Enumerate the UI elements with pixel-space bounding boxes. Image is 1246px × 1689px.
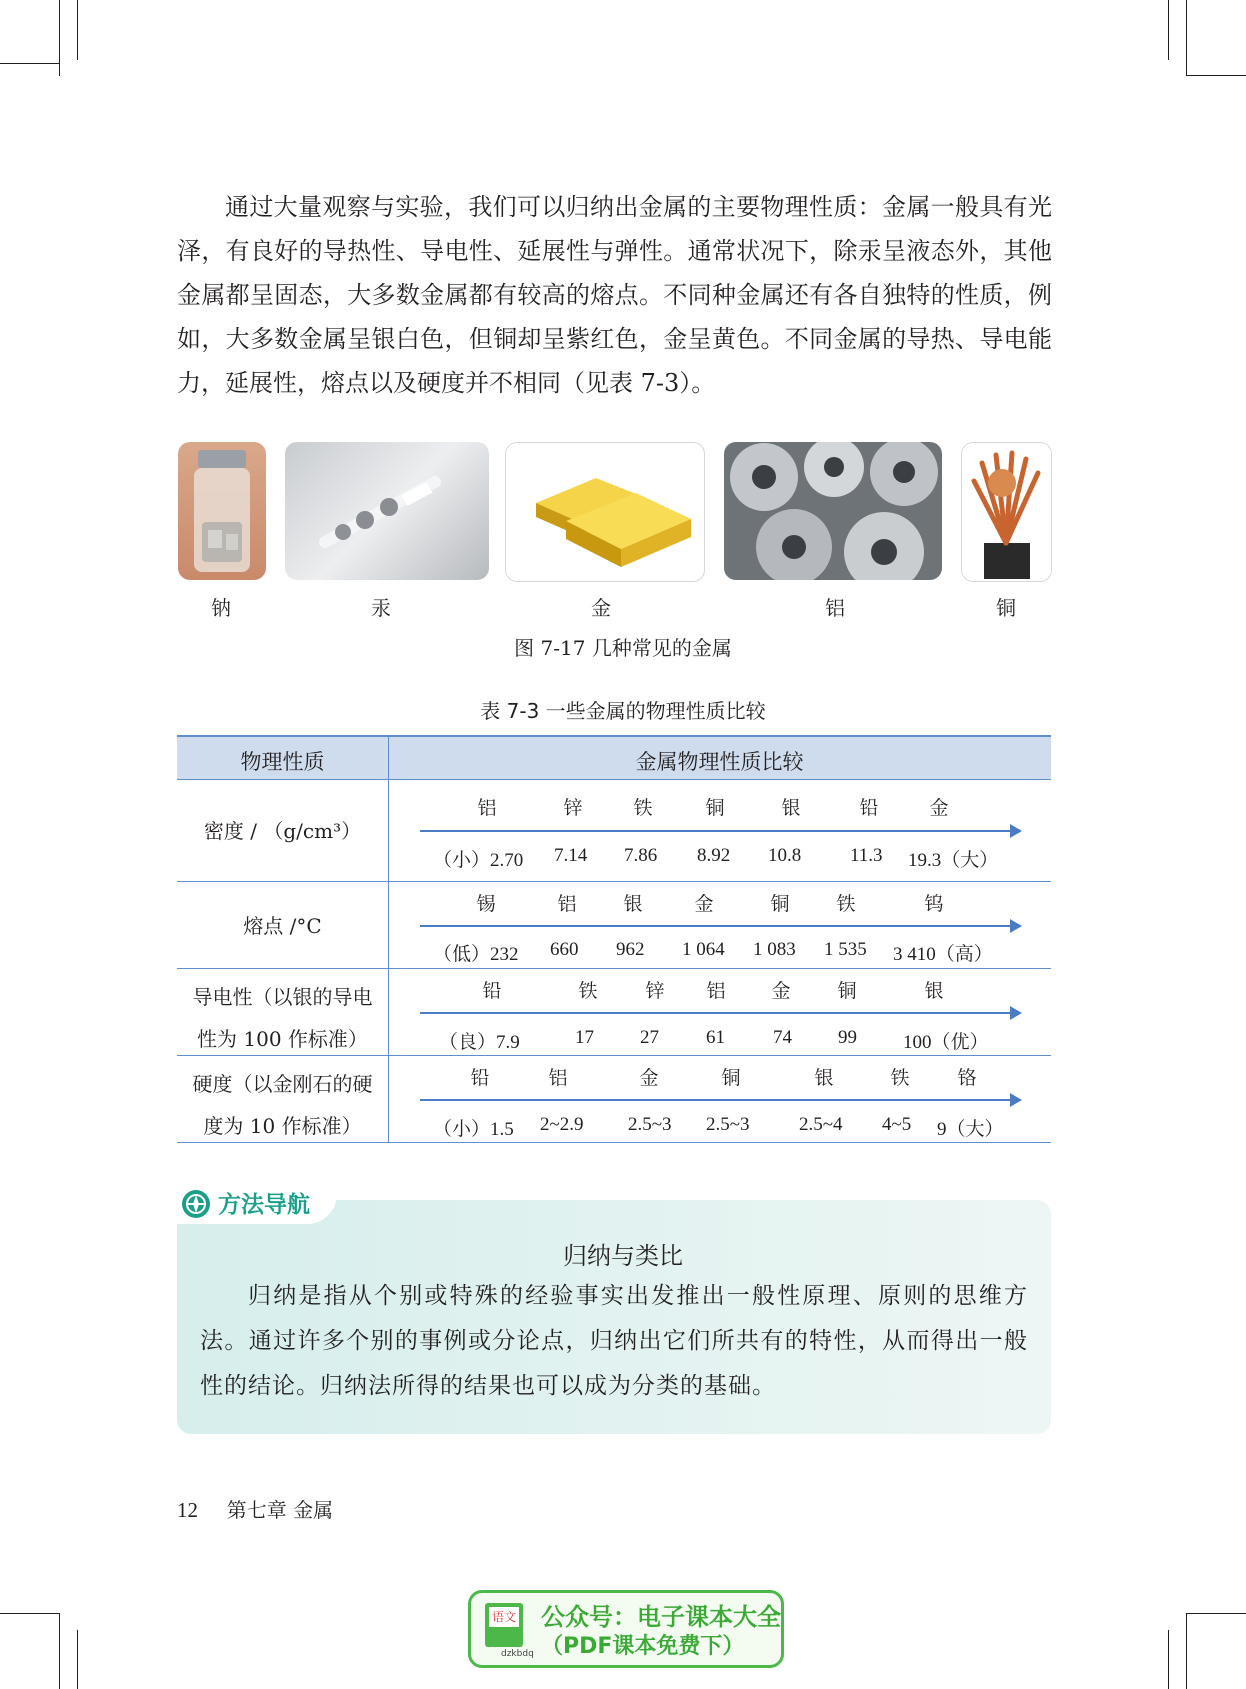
metal-name: 金: [694, 893, 714, 915]
value-cell: 962: [616, 939, 645, 960]
figure-label-aluminum: 铝: [825, 596, 845, 620]
copper-photo: [961, 442, 1052, 582]
value-cell: 2.5~3: [628, 1114, 672, 1135]
metal-name: 铁: [836, 893, 856, 915]
book-icon: [485, 1603, 523, 1647]
value-cell: 7.14: [554, 845, 588, 866]
value-cell: 3 410（高）: [893, 944, 993, 965]
row-label-conductivity: [177, 976, 388, 1060]
watermark-small: dzkbdq: [501, 1649, 534, 1659]
header-comparison: 金属物理性质比较: [635, 750, 804, 774]
value-cell: 100（优）: [903, 1032, 989, 1053]
value-cell: 7.86: [624, 845, 658, 866]
value-cell: （良）7.9: [439, 1032, 520, 1053]
metal-name: 铁: [578, 980, 598, 1002]
metal-name: 银: [924, 980, 944, 1002]
row-label-melting-point: 熔点 /°C: [243, 914, 322, 938]
value-cell: （小）1.5: [433, 1119, 514, 1140]
value-cell: 99: [838, 1027, 857, 1048]
figure-label-copper: 铜: [996, 596, 1016, 620]
metal-name: 锡: [476, 893, 496, 915]
properties-table: [177, 735, 1051, 1143]
value-cell: 17: [575, 1027, 594, 1048]
metal-name: 铬: [957, 1067, 977, 1089]
value-cell: 27: [640, 1027, 659, 1048]
value-cell: 1 064: [682, 939, 725, 960]
figure-label-sodium: 钠: [211, 596, 231, 620]
figure-label-gold: 金: [591, 596, 611, 620]
value-cell: 9（大）: [937, 1119, 1004, 1140]
metal-name: 银: [814, 1067, 834, 1089]
order-arrow: [420, 1099, 1016, 1101]
value-cell: 660: [550, 939, 579, 960]
metal-name: 铁: [890, 1067, 910, 1089]
metal-name: 金: [771, 980, 791, 1002]
value-cell: 2.5~4: [799, 1114, 843, 1135]
metal-name: 铝: [557, 893, 577, 915]
metal-name: 锌: [645, 980, 665, 1002]
method-tag: 方法导航: [218, 1192, 310, 1218]
table-header: [177, 735, 1051, 780]
figure-label-mercury: 汞: [371, 596, 391, 620]
value-cell: 74: [773, 1027, 792, 1048]
metal-name: 金: [639, 1067, 659, 1089]
chapter-title: 第七章 金属: [226, 1498, 334, 1522]
metal-name: 铝: [548, 1067, 568, 1089]
mercury-photo: [285, 442, 489, 580]
row-label-density: 密度 / （g/cm³）: [203, 819, 362, 843]
metal-name: 金: [929, 797, 949, 819]
row-label-line: 硬度（以金刚石的硬: [192, 1072, 373, 1096]
compass-icon: [180, 1188, 212, 1220]
gold-photo: [505, 442, 705, 582]
metal-name: 铝: [477, 797, 497, 819]
value-cell: 2.5~3: [706, 1114, 750, 1135]
value-cell: 8.92: [697, 845, 731, 866]
value-cell: 10.8: [768, 845, 802, 866]
metal-name: 铜: [770, 893, 790, 915]
aluminum-photo: [724, 442, 942, 580]
value-cell: 4~5: [882, 1114, 912, 1135]
value-cell: （低）232: [433, 944, 519, 965]
metal-name: 铁: [633, 797, 653, 819]
watermark-line2: （PDF课本免费下）: [541, 1634, 745, 1659]
book-badge: 语文: [489, 1607, 519, 1627]
method-body: [200, 1274, 1028, 1409]
value-cell: 2~2.9: [540, 1114, 584, 1135]
header-property: 物理性质: [240, 750, 325, 774]
metal-name: 铜: [705, 797, 725, 819]
watermark-line1: 公众号：电子课本大全: [541, 1603, 781, 1631]
figure-caption: 图 7-17 几种常见的金属: [514, 636, 732, 660]
page-footer: [177, 1494, 333, 1523]
value-cell: 1 535: [824, 939, 867, 960]
metal-name: 铜: [721, 1067, 741, 1089]
metal-name: 锌: [563, 797, 583, 819]
value-cell: （小）2.70: [433, 850, 524, 871]
metal-name: 铜: [837, 980, 857, 1002]
order-arrow: [420, 830, 1016, 832]
row-label-line: 性为 100 作标准）: [197, 1027, 368, 1051]
value-cell: 11.3: [850, 845, 883, 866]
row-label-line: 度为 10 作标准）: [203, 1114, 362, 1138]
intro-paragraph: [177, 185, 1052, 405]
metal-name: 铝: [706, 980, 726, 1002]
sodium-photo: [178, 442, 266, 580]
watermark-banner: [468, 1590, 784, 1668]
row-label-hardness: [177, 1063, 388, 1147]
value-cell: 1 083: [753, 939, 796, 960]
row-label-line: 导电性（以银的导电: [192, 985, 373, 1009]
intro-text: 通过大量观察与实验，我们可以归纳出金属的主要物理性质：金属一般具有光泽，有良好的导热性、导电性、延展性与弹性。通常状况下，除汞呈液态外，其他金属都呈固态，大多数金属都有较高的熔点。不同种金属还有各自独特的性质，例如，大多数金属呈银白色，但铜却呈紫红色，金呈黄色。不同金属的导热、导电能力，延展性，熔点以及硬度并不相同（见表 7-3）。: [177, 193, 1052, 397]
value-cell: 61: [706, 1027, 725, 1048]
order-arrow: [420, 1012, 1016, 1014]
method-text: 归纳是指从个别或特殊的经验事实出发推出一般性原理、原则的思维方法。通过许多个别的事例或分论点，归纳出它们所共有的特性，从而得出一般性的结论。归纳法所得的结果也可以成为分类的基础。: [200, 1283, 1028, 1399]
metal-name: 铅: [470, 1067, 490, 1089]
value-cell: 19.3（大）: [908, 850, 999, 871]
metal-name: 银: [781, 797, 801, 819]
metal-name: 铅: [482, 980, 502, 1002]
method-title: 归纳与类比: [563, 1242, 683, 1270]
metal-name: 铅: [859, 797, 879, 819]
page-number: 12: [177, 1498, 198, 1522]
table-caption: 表 7-3 一些金属的物理性质比较: [480, 699, 766, 723]
metal-name: 银: [623, 893, 643, 915]
order-arrow: [420, 925, 1016, 927]
metal-name: 钨: [924, 893, 944, 915]
